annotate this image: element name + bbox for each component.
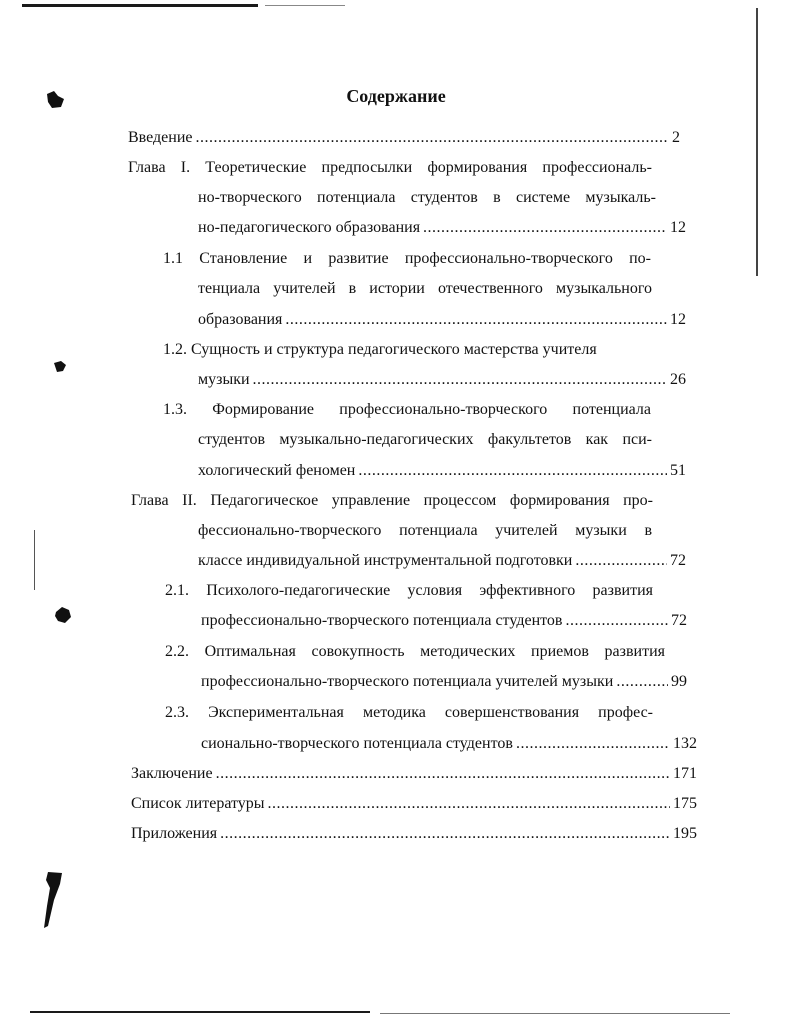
toc-entry-s21-line2 (201, 610, 687, 632)
toc-entry-text: образования (198, 311, 283, 328)
toc-page-number: 99 (671, 673, 687, 690)
ink-blot-3 (52, 604, 74, 626)
toc-leader-dots (216, 763, 670, 785)
toc-entry-text: сионально-творческого потенциала студентов (201, 735, 513, 752)
toc-page-number: 72 (671, 612, 687, 629)
toc-entry-ch2-line3 (198, 550, 686, 572)
toc-entry-text: хологический феномен (198, 462, 356, 479)
toc-leader-dots (268, 793, 670, 815)
toc-entry-s11-line3 (198, 309, 686, 331)
toc-entry-s23-line2 (201, 733, 697, 755)
toc-entry-intro (128, 127, 680, 149)
toc-entry-s13-line3 (198, 460, 686, 482)
toc-leader-dots (423, 217, 667, 239)
toc-title: Содержание (346, 86, 446, 106)
toc-page-number: 26 (670, 371, 686, 388)
toc-leader-dots (253, 369, 667, 391)
toc-entry-s22-line1: 2.2. Оптимальная совокупность методических приемов развития (165, 643, 665, 660)
toc-entry-ch1-line3 (198, 217, 686, 239)
toc-entry-text: Введение (128, 129, 193, 146)
toc-entry-text: профессионально-творческого потенциала студентов (201, 612, 563, 629)
toc-entry-ch1-line1: Глава I. Теоретические предпосылки формирования профессиональ- (128, 159, 652, 176)
toc-entry-s11-line1: 1.1 Становление и развитие профессионально-творческого по- (163, 250, 651, 267)
toc-page-number: 175 (673, 795, 697, 812)
toc-leader-dots (358, 460, 667, 482)
toc-entry-text: Список литературы (131, 795, 265, 812)
toc-entry-ch2-line2: фессионально-творческого потенциала учителей музыки в (198, 522, 652, 539)
scan-edge-bottom (30, 1011, 370, 1013)
toc-entry-s12-line1 (163, 339, 663, 361)
scan-edge-left (34, 530, 35, 590)
toc-page-number: 132 (673, 735, 697, 752)
toc-entry-text: но-педагогического образования (198, 219, 421, 236)
toc-page-number: 171 (673, 765, 697, 782)
toc-leader-dots (575, 550, 667, 572)
toc-entry-conclusion (131, 763, 697, 785)
ink-blot-2 (52, 360, 68, 374)
scan-edge-top (22, 4, 258, 7)
toc-leader-dots (516, 733, 670, 755)
toc-page-number: 12 (670, 311, 686, 328)
toc-page-number: 195 (673, 825, 697, 842)
toc-entry-s21-line1: 2.1. Психолого-педагогические условия эффективного развития (165, 582, 653, 599)
toc-entry-s11-line2: тенциала учителей в истории отечественного музыкального (198, 280, 652, 297)
scan-edge-right (756, 8, 758, 276)
toc-entry-s23-line1: 2.3. Экспериментальная методика совершенствования профес- (165, 704, 653, 721)
toc-entry-s13-line1: 1.3. Формирование профессионально-творческого потенциала (163, 401, 651, 418)
toc-entry-ch2-line1: Глава II. Педагогическое управление процессом формирования про- (131, 492, 653, 509)
toc-leader-dots (196, 127, 670, 149)
toc-page-number: 12 (670, 219, 686, 236)
toc-page-number: 2 (672, 129, 680, 146)
toc-entry-s13-line2: студентов музыкально-педагогических факультетов как пси- (198, 431, 652, 448)
toc-page-number: 72 (670, 552, 686, 569)
toc-entry-text: 1.2. Сущность и структура педагогического мастерства учителя (163, 341, 597, 358)
toc-leader-dots (285, 309, 667, 331)
toc-entry-text: Заключение (131, 765, 213, 782)
toc-leader-dots (565, 610, 668, 632)
scan-edge-bottom-faint (380, 1013, 730, 1014)
toc-page-number: 51 (670, 462, 686, 479)
toc-entry-s12-line2 (198, 369, 686, 391)
scan-edge-top-faint (265, 5, 345, 6)
toc-entry-appendices (131, 823, 697, 845)
toc-entry-references (131, 793, 697, 815)
toc-leader-dots (616, 671, 668, 693)
toc-entry-text: классе индивидуальной инструментальной подготовки (198, 552, 573, 569)
toc-entry-text: Приложения (131, 825, 218, 842)
toc-entry-s22-line2 (201, 671, 687, 693)
toc-leader-dots (220, 823, 670, 845)
toc-entry-ch1-line2: но-творческого потенциала студентов в системе музыкаль- (198, 189, 656, 206)
toc-entry-text: профессионально-творческого потенциала учителей музыки (201, 673, 614, 690)
ink-stroke (38, 870, 66, 932)
toc-entry-text: музыки (198, 371, 250, 388)
